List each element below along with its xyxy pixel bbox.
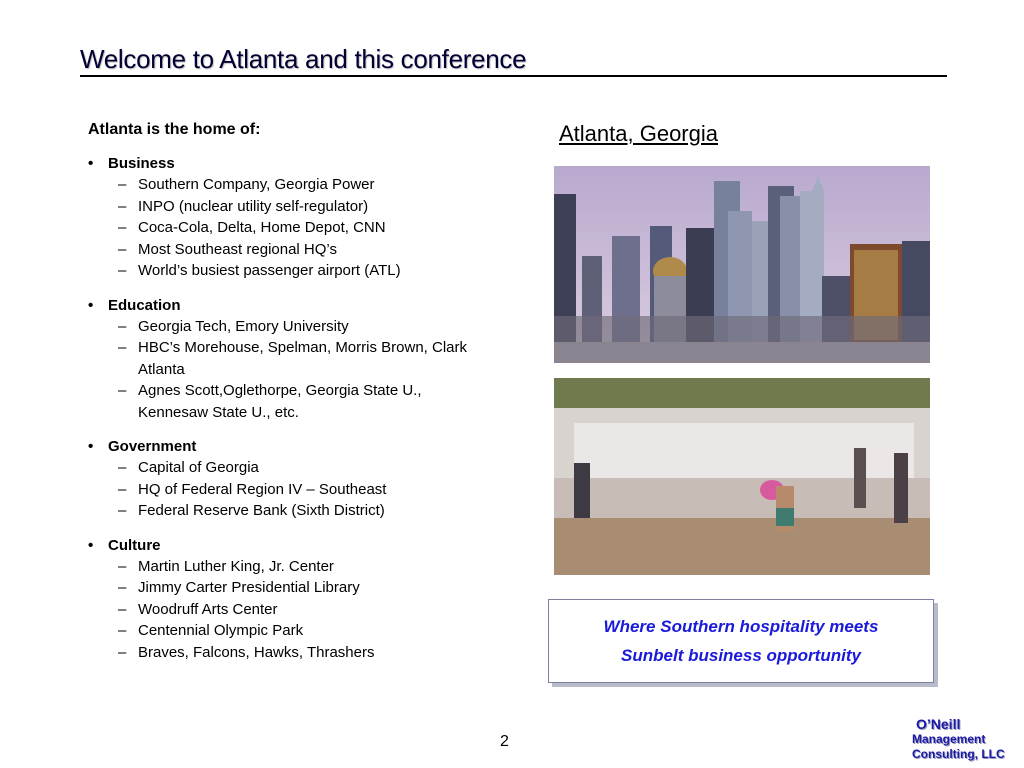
sub-list bbox=[88, 556, 508, 664]
section-heading bbox=[88, 153, 508, 174]
dash-icon: – bbox=[118, 176, 127, 193]
list-item-text: Federal Reserve Bank (Sixth District) bbox=[138, 502, 385, 519]
intro-text: Atlanta is the home of: bbox=[88, 121, 261, 138]
fountain-photo bbox=[554, 378, 930, 575]
dash-icon: – bbox=[118, 262, 127, 279]
dash-icon: – bbox=[118, 197, 127, 215]
list-item bbox=[118, 380, 468, 423]
page-number: 2 bbox=[500, 733, 509, 750]
list-item-text: Southern Company, Georgia Power bbox=[138, 176, 375, 193]
photo-title: Atlanta, Georgia bbox=[559, 121, 718, 146]
list-item bbox=[118, 577, 508, 599]
dash-icon: – bbox=[118, 579, 127, 596]
skyline-photo bbox=[554, 166, 930, 363]
list-item-text: Capital of Georgia bbox=[138, 459, 259, 476]
list-item bbox=[118, 620, 508, 642]
list-item-text: HBC’s Morehouse, Spelman, Morris Brown, Clark Atlanta bbox=[138, 339, 467, 378]
section-heading bbox=[88, 295, 508, 316]
section-heading-label: Business bbox=[108, 155, 175, 172]
list-item-text: HQ of Federal Region IV – Southeast bbox=[138, 480, 387, 498]
logo-line-2: Management bbox=[912, 732, 986, 746]
fountain-illustration bbox=[554, 378, 930, 575]
section-culture bbox=[88, 535, 508, 664]
list-item-text: INPO (nuclear utility self-regulator) bbox=[138, 197, 369, 215]
sub-list bbox=[88, 316, 468, 424]
dash-icon: – bbox=[118, 459, 127, 476]
section-heading bbox=[88, 535, 508, 556]
list-item-text: World’s busiest passenger airport (ATL) bbox=[138, 262, 401, 279]
logo-line-3: Consulting, LLC bbox=[912, 747, 1005, 761]
section-education bbox=[88, 295, 508, 424]
list-item bbox=[118, 174, 508, 196]
skyline-illustration bbox=[554, 166, 930, 363]
tagline-callout bbox=[548, 599, 934, 683]
bullet-icon: • bbox=[88, 155, 94, 172]
sub-list bbox=[88, 457, 508, 522]
dash-icon: – bbox=[118, 480, 127, 498]
section-government bbox=[88, 436, 508, 522]
dash-icon: – bbox=[118, 502, 127, 519]
list-item-text: Centennial Olympic Park bbox=[138, 622, 304, 639]
list-item bbox=[118, 599, 508, 621]
list-item bbox=[118, 217, 508, 239]
list-item bbox=[118, 479, 508, 501]
list-item-text: Agnes Scott,Oglethorpe, Georgia State U., Kennesaw State U., etc. bbox=[138, 382, 422, 421]
dash-icon: – bbox=[118, 240, 127, 258]
dash-icon: – bbox=[118, 622, 127, 639]
section-business bbox=[88, 153, 508, 282]
list-item bbox=[118, 457, 508, 479]
section-heading-label: Government bbox=[108, 438, 197, 455]
logo-line-1: O’Neill bbox=[916, 716, 961, 732]
list-item-text: Martin Luther King, Jr. Center bbox=[138, 557, 334, 575]
list-item-text: Coca-Cola, Delta, Home Depot, CNN bbox=[138, 219, 386, 236]
list-item-text: Most Southeast regional HQ’s bbox=[138, 240, 337, 258]
slide-title: Welcome to Atlanta and this conference bbox=[80, 44, 527, 74]
section-heading-label: Education bbox=[108, 296, 181, 314]
list-item bbox=[118, 196, 508, 218]
list-item-text: Woodruff Arts Center bbox=[138, 600, 278, 618]
tagline-line-1: Where Southern hospitality meets bbox=[603, 617, 879, 636]
tagline-line-2: Sunbelt business opportunity bbox=[621, 646, 861, 665]
list-item bbox=[118, 239, 508, 261]
dash-icon: – bbox=[118, 643, 127, 661]
dash-icon: – bbox=[118, 339, 127, 356]
section-heading bbox=[88, 436, 508, 457]
bullet-icon: • bbox=[88, 438, 94, 455]
title-underline bbox=[80, 75, 947, 77]
list-item-text: Georgia Tech, Emory University bbox=[138, 317, 349, 335]
list-item bbox=[118, 642, 508, 664]
list-item-text: Jimmy Carter Presidential Library bbox=[138, 579, 360, 596]
list-item bbox=[118, 500, 508, 522]
dash-icon: – bbox=[118, 317, 127, 335]
content-list bbox=[88, 121, 508, 676]
bullet-icon: • bbox=[88, 536, 94, 554]
list-item bbox=[118, 316, 468, 338]
list-item bbox=[118, 556, 508, 578]
list-item bbox=[118, 337, 468, 380]
sub-list bbox=[88, 174, 508, 282]
section-heading-label: Culture bbox=[108, 536, 161, 554]
dash-icon: – bbox=[118, 557, 127, 575]
dash-icon: – bbox=[118, 382, 127, 399]
list-item bbox=[118, 260, 508, 282]
dash-icon: – bbox=[118, 219, 127, 236]
list-item-text: Braves, Falcons, Hawks, Thrashers bbox=[138, 643, 375, 661]
bullet-icon: • bbox=[88, 296, 94, 314]
dash-icon: – bbox=[118, 600, 127, 618]
company-logo bbox=[912, 716, 1005, 762]
